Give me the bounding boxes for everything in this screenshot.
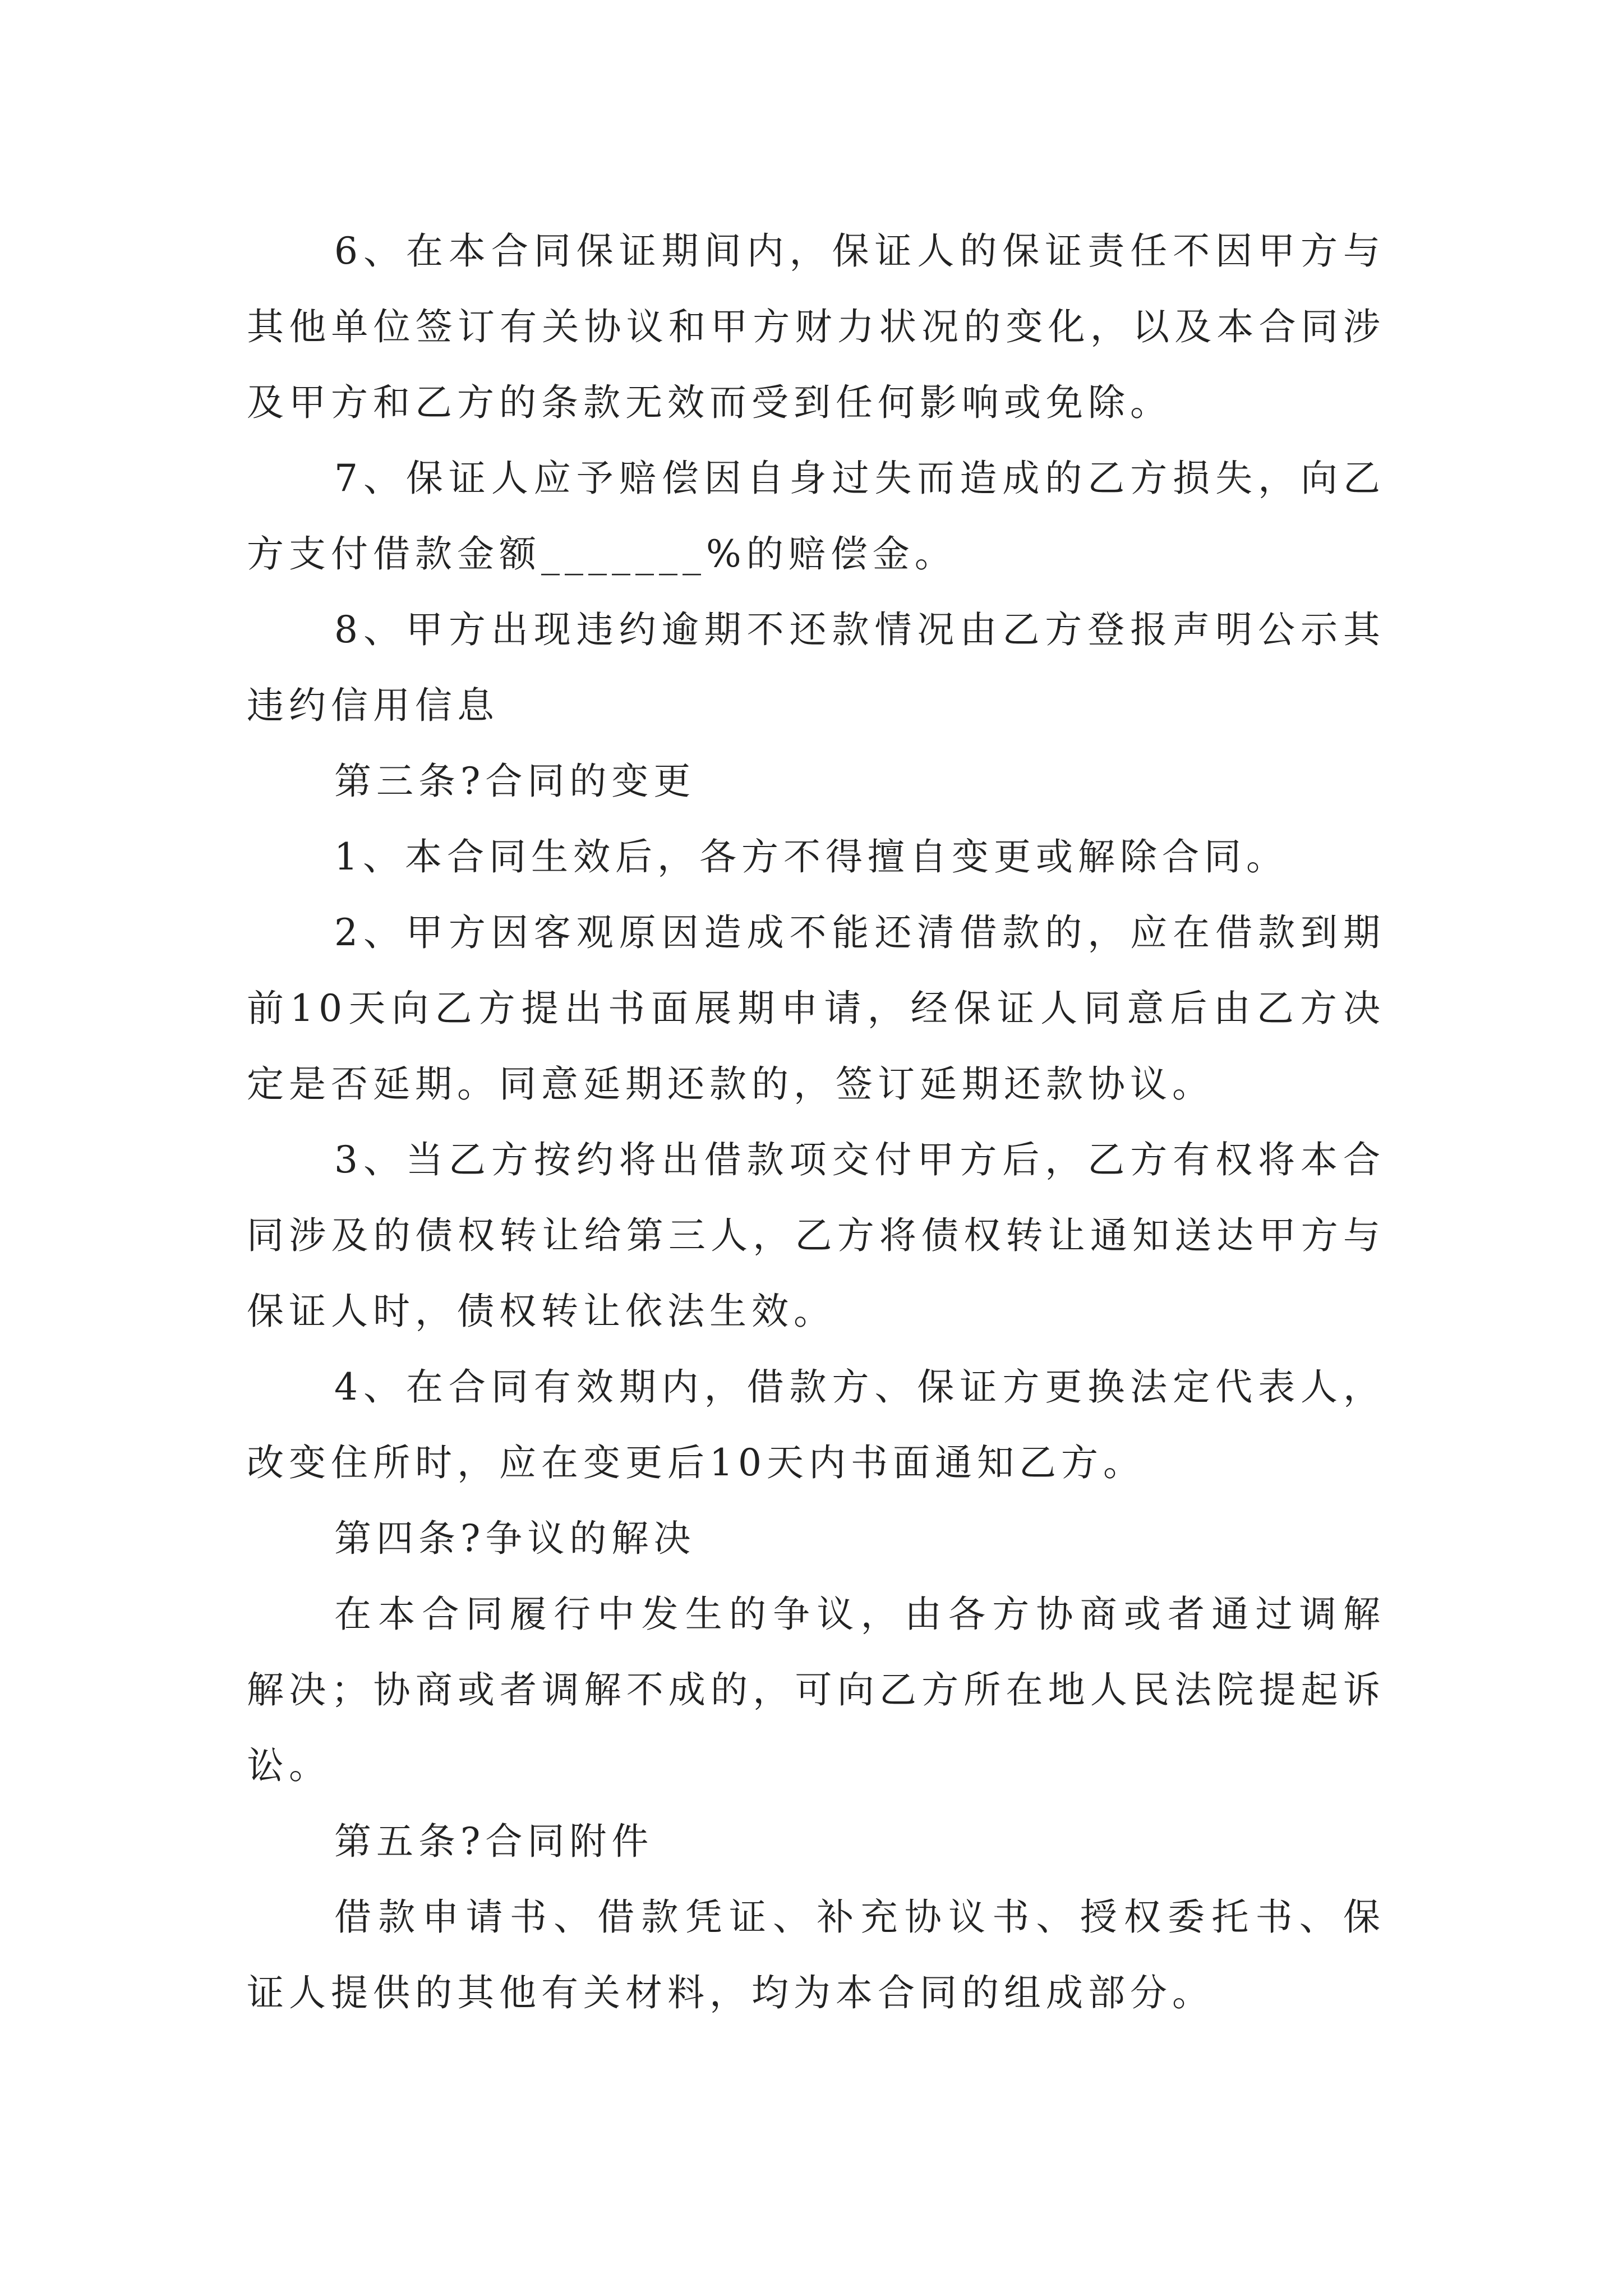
clause-8-paragraph: 8、甲方出现违约逾期不还款情况由乙方登报声明公示其违约信用信息 <box>247 608 1385 727</box>
document-body <box>247 213 1385 2031</box>
article-3-item-1: 1、本合同生效后，各方不得擅自变更或解除合同。 <box>334 835 1288 878</box>
article-3-item-3: 3、当乙方按约将出借款项交付甲方后，乙方有权将本合同涉及的债权转让给第三人，乙方将债权转让通知送达甲方与保证人时，债权转让依法生效。 <box>247 1138 1385 1333</box>
article-5-heading: 第五条?合同附件 <box>334 1820 654 1863</box>
article-4-heading: 第四条?争议的解决 <box>334 1517 696 1560</box>
article-3-heading: 第三条?合同的变更 <box>334 760 696 803</box>
article-5-text: 借款申请书、借款凭证、补充协议书、授权委托书、保证人提供的其他有关材料，均为本合同的组成部分。 <box>247 1895 1385 2014</box>
article-3-item-2: 2、甲方因客观原因造成不能还清借款的，应在借款到期前10天向乙方提出书面展期申请，经保证人同意后由乙方决定是否延期。同意延期还款的，签订延期还款协议。 <box>247 911 1385 1106</box>
clause-6-paragraph: 6、在本合同保证期间内，保证人的保证责任不因甲方与其他单位签订有关协议和甲方财力状况的变化，以及本合同涉及甲方和乙方的条款无效而受到任何影响或免除。 <box>247 229 1385 424</box>
clause-7-paragraph: 7、保证人应予赔偿因自身过失而造成的乙方损失，向乙方支付借款金额_______%的赔偿金。 <box>247 457 1385 576</box>
article-3-item-4: 4、在合同有效期内，借款方、保证方更换法定代表人，改变住所时，应在变更后10天内书面通知乙方。 <box>247 1365 1385 1484</box>
article-4-text: 在本合同履行中发生的争议，由各方协商或者通过调解解决；协商或者调解不成的，可向乙方所在地人民法院提起诉讼。 <box>247 1593 1385 1787</box>
